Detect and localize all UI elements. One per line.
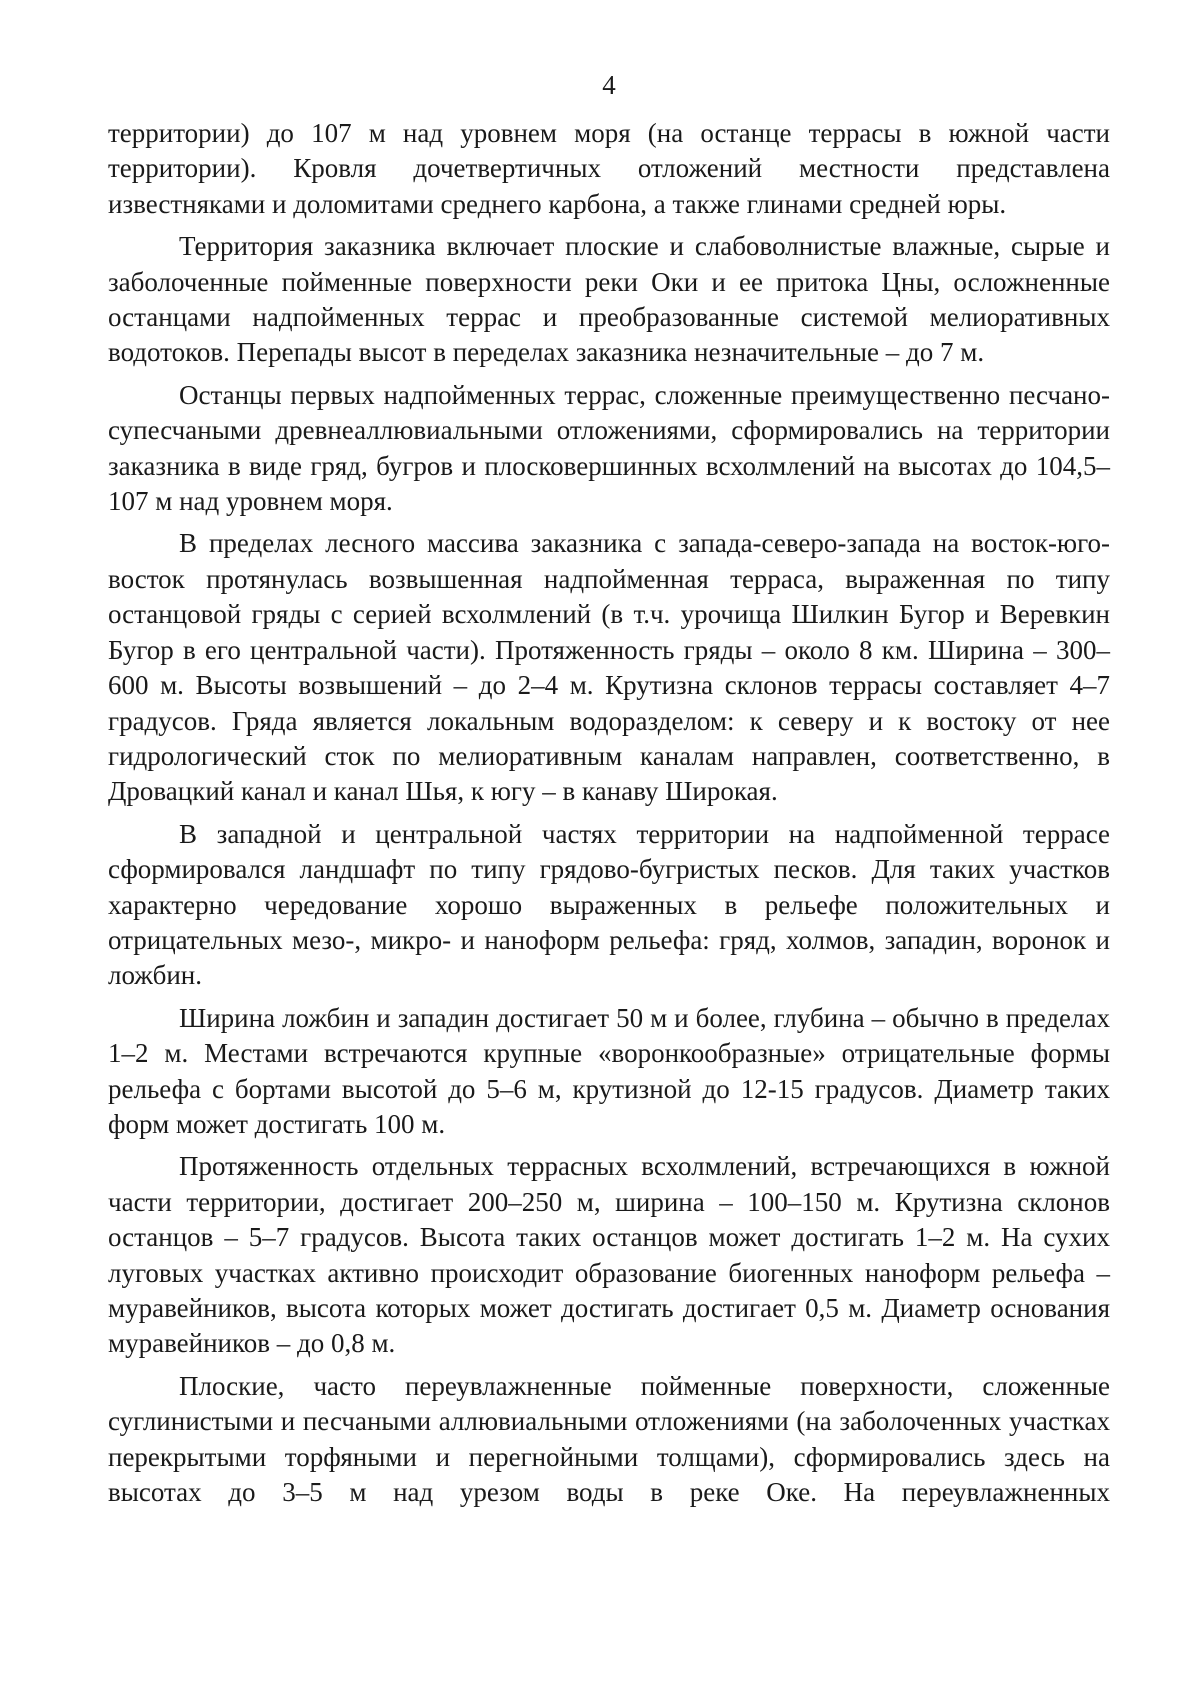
page-number: 4 — [602, 70, 616, 100]
paragraph: В пределах лесного массива заказника с запада-северо-запада на восток-юго-восток протянулась возвышенная надпойменная терраса, выраженная по типу останцовой гряды с серией всхолмлений (в т.ч. урочища Шилкин Бугор и Веревкин Бугор в его центральной части). Протяженность гряды – около 8 км. Ширина – 300–600 м. Высоты возвышений – до 2–4 м. Крутизна склонов террасы составляет 4–7 градусов. Гряда является локальным водоразделом: к северу и к востоку от нее гидрологический сток по мелиоративным каналам направлен, соответственно, в Дровацкий канал и канал Шья, к югу – в канаву Широкая. — [108, 528, 1110, 807]
paragraph: Протяженность отдельных террасных всхолмлений, встречающихся в южной части территории, достигает 200–250 м, ширина – 100–150 м. Крутизна склонов останцов – 5–7 градусов. Высота таких останцов может достигать 1–2 м. На сухих луговых участках активно происходит образование биогенных наноформ рельефа – муравейников, высота которых может достигать достигает 0,5 м. Диаметр основания муравейников – до 0,8 м. — [108, 1151, 1110, 1359]
paragraph: В западной и центральной частях территории на надпойменной террасе сформировался ландшафт по типу грядово-бугристых песков. Для таких участков характерно чередование хорошо выраженных в рельефе положительных и отрицательных мезо-, микро- и наноформ рельефа: гряд, холмов, западин, воронок и ложбин. — [108, 818, 1110, 991]
paragraph: Плоские, часто переувлажненные пойменные поверхности, сложенные суглинистыми и песчаными аллювиальными отложениями (на заболоченных участках перекрытыми торфяными и перегнойными толщами), сформировались здесь на высотах до 3–5 м над урезом воды в реке Оке. На переувлажненных — [108, 1370, 1110, 1508]
document-body — [108, 116, 1110, 1510]
paragraph: Территория заказника включает плоские и слабоволнистые влажные, сырые и заболоченные пойменные поверхности реки Оки и ее притока Цны, осложненные останцами надпойменных террас и преобразованные системой мелиоративных водотоков. Перепады высот в переделах заказника незначительные – до 7 м. — [108, 231, 1110, 368]
paragraph: Останцы первых надпойменных террас, сложенные преимущественно песчано-супесчаными древнеаллювиальными отложениями, сформировались на территории заказника в виде гряд, бугров и плосковершинных всхолмлений на высотах до 104,5–107 м над уровнем моря. — [108, 379, 1110, 517]
paragraph: территории) до 107 м над уровнем моря (на останце террасы в южной части территории). Кровля дочетвертичных отложений местности представлена известняками и доломитами среднего карбона, а также глинами средней юры. — [108, 118, 1110, 219]
paragraph: Ширина ложбин и западин достигает 50 м и более, глубина – обычно в пределах 1–2 м. Местами встречаются крупные «воронкообразные» отрицательные формы рельефа с бортами высотой до 5–6 м, крутизной до 12-15 градусов. Диаметр таких форм может достигать 100 м. — [108, 1002, 1110, 1139]
